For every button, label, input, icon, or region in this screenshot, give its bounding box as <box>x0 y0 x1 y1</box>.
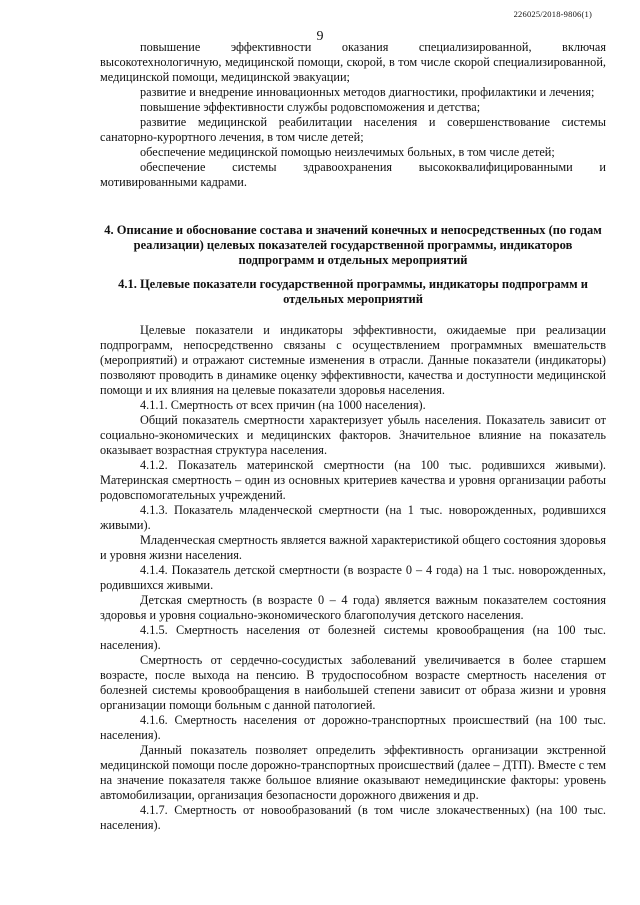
paragraph: 4.1.6. Смертность населения от дорожно-транспортных происшествий (на 100 тыс. населения). <box>100 713 606 742</box>
page-body <box>100 40 606 833</box>
paragraph: Целевые показатели и индикаторы эффективности, ожидаемые при реализации подпрограмм, непосредственно связаны с осуществлением программных вмешательств (мероприятий) и отражают системные изменения в отрасли. Данные показатели (индикаторы) позволяют проводить в динамике оценку эффективности, качества и доступности медицинской помощи и их влияния на целевые показатели здоровья населения. <box>100 323 606 397</box>
list-item: повышение эффективности службы родовспоможения и детства; <box>140 100 481 114</box>
paragraph: 4.1.4. Показатель детской смертности (в возрасте 0 – 4 года) на 1 тыс. новорожденных, родившихся живыми. <box>100 563 606 592</box>
paragraph: Смертность от сердечно-сосудистых заболеваний увеличивается в более старшем возрасте, после выхода на пенсию. В трудоспособном возрасте смертность населения от болезней системы кровообращения в наибольшей степени зависит от образа жизни и уровня организации помощи больным с данной патологией. <box>100 653 606 712</box>
paragraph: 4.1.3. Показатель младенческой смертности (на 1 тыс. новорожденных, родившихся живыми). <box>100 503 606 532</box>
list-item: повышение эффективности оказания специализированной, включая высокотехнологичную, медицинской помощи, скорой, в том числе скорой специализированной, медицинской помощи, медицинской эвакуации; <box>100 40 606 84</box>
paragraph: 4.1.1. Смертность от всех причин (на 1000 населения). <box>140 398 426 412</box>
paragraph: 4.1.5. Смертность населения от болезней системы кровообращения (на 100 тыс. населения). <box>100 623 606 652</box>
list-item: обеспечение системы здравоохранения высококвалифицированными и мотивированными кадрами. <box>100 160 606 189</box>
section-heading-4-1: 4.1. Целевые показатели государственной программы, индикаторы подпрограмм и отдельных мероприятий <box>118 277 588 306</box>
paragraph: 4.1.7. Смертность от новообразований (в том числе злокачественных) (на 100 тыс. населения). <box>100 803 606 832</box>
list-item: обеспечение медицинской помощью неизлечимых больных, в том числе детей; <box>140 145 555 159</box>
page-number: 9 <box>316 29 324 44</box>
paragraph: Данный показатель позволяет определить эффективность организации экстренной медицинской помощи после дорожно-транспортных происшествий (далее – ДТП). Вместе с тем на значение показателя также большое влияние оказывают немедицинские факторы: уровень автомобилизации, организация безопасности дорожного движения и др. <box>100 743 606 802</box>
paragraph: 4.1.2. Показатель материнской смертности (на 100 тыс. родившихся живыми). Материнская смертность – один из основных критериев качества и уровня организации работы родовспомогательных учреждений. <box>100 458 606 502</box>
list-item: развитие и внедрение инновационных методов диагностики, профилактики и лечения; <box>140 85 595 99</box>
paragraph: Общий показатель смертности характеризует убыль населения. Показатель зависит от социально-экономических и медицинских факторов. Значительное влияние на показатель оказывает возрастная структура населения. <box>100 413 606 457</box>
paragraph: Младенческая смертность является важной характеристикой общего состояния здоровья и уровня жизни населения. <box>100 533 606 562</box>
paragraph: Детская смертность (в возрасте 0 – 4 года) является важным показателем состояния здоровья и уровня социально-экономического благополучия детского населения. <box>100 593 606 622</box>
list-item: развитие медицинской реабилитации населения и совершенствование системы санаторно-курортного лечения, в том числе детей; <box>100 115 606 144</box>
section-heading-4: 4. Описание и обоснование состава и значений конечных и непосредственных (по годам реализации) целевых показателей государственной программы, индикаторов подпрограмм и отдельных мероприятий <box>104 223 602 267</box>
document-id: 226025/2018-9806(1) <box>513 9 592 19</box>
